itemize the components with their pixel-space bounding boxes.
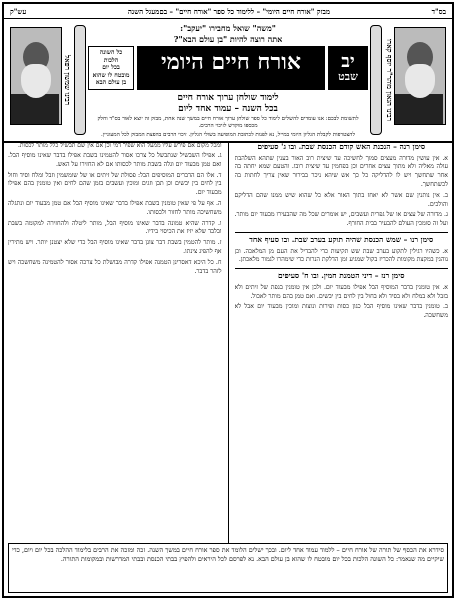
masthead xyxy=(4,19,452,143)
date-month: שבט xyxy=(338,69,358,83)
section-heading: סימן רנז – דיני הטמנת חמין. ובו ח' סעיפים xyxy=(235,268,449,282)
footer-box: סידרא את הכסף של תורה של אורח חיים – ללמוד עמוד אחד ליום. ובכך ישלים הלומד את ספר אורח חיים במשך השנה. זכה ומזכה את הרבים בלימוד ההלכה בכל יום ויום, כדי שיקיים מה שנאמר: כל השונה הלכות בכל יום מובטח לו שהוא בן עולם הבא. נא לפרסם לכל היראים ולהפיץ בבתי הכנסת ובבתי המדרשות ובמקומות התורה. xyxy=(8,543,448,593)
scroll-ornament-left xyxy=(74,25,86,135)
column-right xyxy=(235,142,449,544)
paragraph: ב. אין נותנין שם אשר לא יאחז בתוך האור אלא כל שהוא שיש ממנו שהם הדליקם והולכים. xyxy=(234,191,448,208)
subtitle-1: לימוד שולחן ערוך אורח חיים xyxy=(177,92,279,103)
top-strip-right: בס"ד xyxy=(431,6,446,16)
column-left xyxy=(8,142,222,544)
paragraph: א. כשהיו רגילין לתקוע בערב שבת שש תקיעות כדי להבדיל את העם מן המלאכה. וכן נוהגין במקצת מקומות להכריז בקול שמגיע זמן הדלקת הנרות כדי שימהרו לגמור מלאכתן. xyxy=(234,247,448,264)
intro-text: ומכל מקום אם פירש עליו ממעל הוא שפיר דמי וכן אם אין שם תבשיל כלל מותר לכסות. xyxy=(17,142,222,149)
portrait-right xyxy=(394,27,446,125)
column-divider xyxy=(228,142,229,544)
body-columns xyxy=(8,142,448,544)
daily-sheet xyxy=(2,2,454,598)
date-box xyxy=(328,46,368,90)
portrait-caption-right: רבינו הגאון מוהר"ר יוסף קארו xyxy=(385,38,394,122)
scroll-ornament-right xyxy=(370,25,382,135)
date-day: יב xyxy=(341,50,355,72)
masthead-line1: "משה" שואל מחבירו "יעקב": xyxy=(180,23,276,33)
paragraph: ג. אפילו השבשיל שנתבשל כל צרכו אסור להטמינו בשבת אפילו בדבר שאינו מוסיף הבל. ואם טמן מבעוד יום וגלה בשבת מותר לכסותו אם לא החזירו על האש. xyxy=(8,152,222,168)
portrait-caption-left: רבינו שמשון רפאל xyxy=(63,54,72,106)
paragraph: ו. קדרה שהיא טמונה בדבר שאינו מוסיף הבל, מותר ליטלה ולהחזירה למקומה בשבת ובלבד שלא יזיז את הכיסוי בידיו. xyxy=(8,219,222,236)
masthead-center xyxy=(88,23,368,130)
portrait-left xyxy=(10,27,62,125)
paragraph: ח. כל היכא דאסרינן הטמנה אפילו קדרה מבושלת כל צרכה אסור להטמינה משחשכה ויש לזהר בדבר. xyxy=(8,258,222,275)
subtitle-2: בכל השנה – עמוד אחד ליום xyxy=(178,103,278,114)
top-strip-center: מבזק "אורח חיים היומי" – ללימוד כל ספר "אורח חיים" – בםמעגל השנה xyxy=(127,6,331,16)
paragraph: ג. מדורה של עצים או של גפרית ועשבים, יש אומרים שכל מה שהבעירו מבעוד יום מותר. ועל זה סומכין העולם להבעיר בבית החורף. xyxy=(234,211,448,228)
top-strip-left: עש"ק xyxy=(10,6,27,16)
paragraph: ז. מותר להטמין בשבת דבר צונן בדבר שאינו מוסיף הבל כדי שלא יצטנן יותר. ויש מתירין אף להפיג צינתו. xyxy=(8,239,222,256)
paragraph: ד. אלו הם הדברים המוסיפים הבל: פסולת של זיתים או של שומשמין וזבל ומלח וסיד וחול בין לחים בין יבשים וכן תבן וזגים ומוכין ועשבים בזמן שהם לחים ואין טומנין בהם אפילו מבעוד יום. xyxy=(8,171,222,197)
section-heading: סימן רנו – שמש הכנסת שהיה תוקע בערב שבת. ובו סעיף אחד xyxy=(235,232,449,246)
top-strip xyxy=(4,4,452,19)
main-title: אורח חיים היומי xyxy=(137,46,325,90)
motto-box: כל השונה הלכות בכל יום מובטח לו שהוא בן עולם הבא xyxy=(88,46,134,90)
title-row xyxy=(88,46,368,90)
section-heading: סימן רנה – הנכנת האש קודם הכנסת שבת. ובו ג' סעיפים xyxy=(257,142,426,151)
paragraph: א. אין עושין מדורה מעצים סמוך לחשיכה עד שיצית רוב האור בענין שתהא השלהבת עולה מאליה ולא מתוך עצים אחרים וכן בפחמין עד שיצית רובו. והטעם שמא יחתה בה אחר שתחשך ויש לו להדליקה כל כך אש שיהא ניכר בבירור שאין צריך לחתות בה לכשתחשך. xyxy=(234,154,448,189)
paragraph: א. אין טומנין בדבר המוסיף הבל אפילו מבעוד יום. ולכן אין טומנין בגפת של זיתים ולא בזבל ולא במלח ולא בסיד ולא בחול בין לחים בין יבשים. ואם טמן בהם מותר לאכול. xyxy=(234,283,448,300)
notice-text: לתשומת לבכם: אנו עומדים להשלים לימוד כל ספר שולחן ערוך אורח חיים במשך שנה אחת, מבזק זה יוצא לאור בס"ד וחלק מכספו מוקדש לזיכוי הרבים. xyxy=(97,115,359,129)
paragraph: ה. אף על פי שאין טומנין בשבת אפילו בדבר שאינו מוסיף הבל אם טמן מבעוד יום ונתגלה משחשיכה מותר לחזור ולכסותו. xyxy=(8,200,222,216)
paragraph: ב. טומנין בדבר שאינו מוסיף הבל כגון כסות ופירות ונוצות ומוכין מבעוד יום אבל לא משחשכה. xyxy=(234,303,448,320)
subscribe-note: להצטרפות לקבלת הגליון היומי במייל, נא לפנות לכתובת המופיעה בשולי הגליון. זיכוי הרבים בהפצת המבזק לכל המעוניין. xyxy=(100,131,356,138)
masthead-line2: אתה רוצה להיות "בן עולם הבא"? xyxy=(173,34,283,44)
